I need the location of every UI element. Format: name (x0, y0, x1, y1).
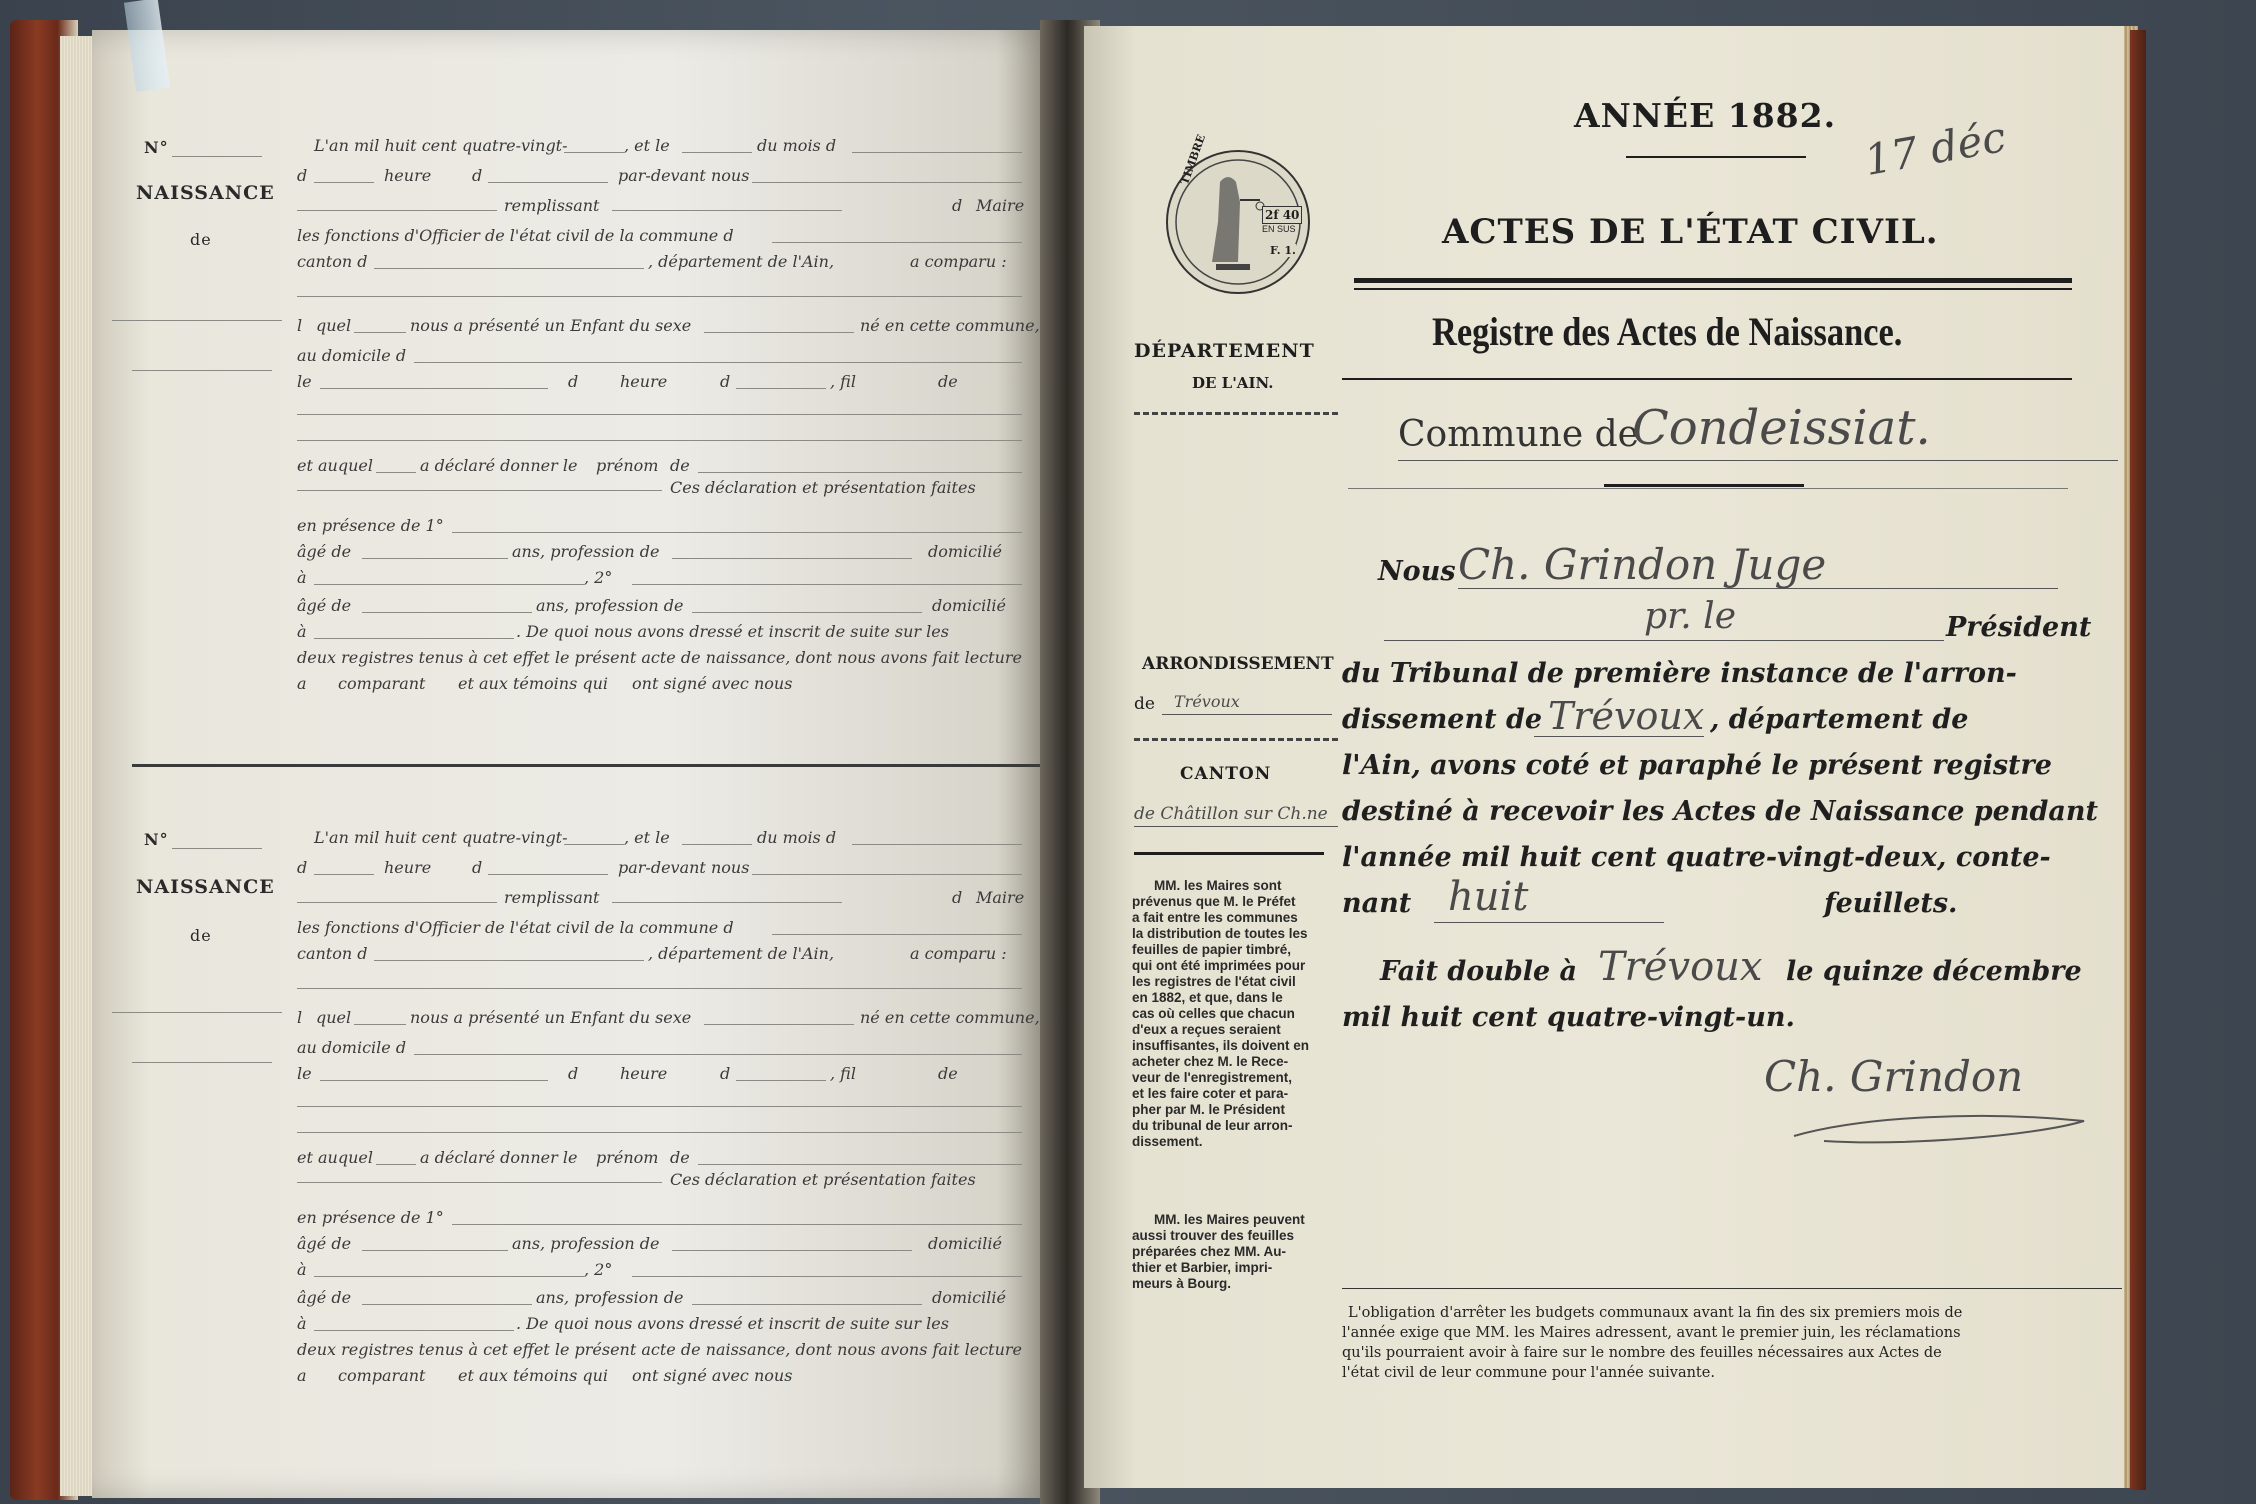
form-text: à (297, 1314, 307, 1333)
form-text: d (472, 858, 483, 877)
par-le-line (1384, 640, 1944, 641)
form-line (692, 1304, 922, 1305)
sidenote-line: pher par M. le Président (1132, 1102, 1286, 1117)
form-line (698, 472, 1022, 473)
form-text: domicilié (932, 1288, 1006, 1307)
naissance-label: NAISSANCE (136, 876, 275, 898)
footnote-line-1: L'obligation d'arrêter les budgets communaux avant la fin des six premiers mois de (1348, 1305, 1963, 1321)
sidenote-line: les registres de l'état civil (1132, 974, 1296, 989)
ornament-rule (1604, 484, 1804, 487)
naissance-label: NAISSANCE (136, 182, 275, 204)
form-line (297, 1182, 662, 1183)
form-text: d (952, 888, 963, 907)
form-text: remplissant (504, 196, 600, 215)
form-line (374, 960, 644, 961)
sidenote-line: veur de l'enregistrement, (1132, 1070, 1293, 1085)
form-text: et auquel (297, 456, 373, 475)
form-text: . De quoi nous avons dressé et inscrit de suite sur les (516, 622, 949, 641)
form-text: , et le (624, 136, 670, 155)
form-text: âgé de (297, 1288, 352, 1307)
form-line (452, 532, 1022, 533)
arrondissement-line (1162, 714, 1332, 715)
sidenote-line: a fait entre les communes (1132, 910, 1298, 925)
form-line (297, 490, 662, 491)
dissement-handwritten: Trévoux (1548, 694, 1705, 738)
form-text: deux registres tenus à cet effet le présent acte de naissance, dont nous avons fait lecture (297, 648, 1022, 667)
form-line (374, 268, 644, 269)
form-text: âgé de (297, 596, 352, 615)
form-line (612, 210, 842, 211)
canton-line (1134, 826, 1338, 827)
sidenote-line: d'eux a reçues seraient (1132, 1022, 1281, 1037)
form-line (320, 388, 548, 389)
sidenote-line: MM. les Maires peuvent (1154, 1212, 1305, 1227)
dissement-line (1534, 736, 1704, 737)
de-label: de (190, 230, 212, 249)
signature: Ch. Grindon (1764, 1052, 2024, 1101)
nous-line (1458, 588, 2058, 589)
form-text: heure (384, 166, 432, 185)
form-line (772, 934, 1022, 935)
name-line-2 (132, 370, 272, 371)
form-text: par-devant nous (618, 858, 750, 877)
form-line (297, 988, 1022, 989)
form-line (314, 1276, 584, 1277)
sidenote-line: et les faire coter et para- (1132, 1086, 1289, 1101)
arrondissement-de: de (1134, 694, 1155, 714)
ornament-line (1348, 488, 2068, 489)
entry-number-line (172, 848, 262, 849)
form-text: quel (316, 316, 352, 335)
form-text: heure (620, 372, 668, 391)
form-text: ans, profession de (536, 1288, 684, 1307)
sidenote-line: MM. les Maires sont (1154, 878, 1282, 893)
form-text: prénom (596, 456, 659, 475)
form-text: au domicile d (297, 346, 407, 365)
form-line (297, 414, 1022, 415)
sidenote-line: prévenus que M. le Préfet (1132, 894, 1296, 909)
form-text: . De quoi nous avons dressé et inscrit de suite sur les (516, 1314, 949, 1333)
form-line (752, 874, 1022, 875)
de-label: de (190, 926, 212, 945)
actes-heading: ACTES DE L'ÉTAT CIVIL. (1442, 212, 1939, 252)
form-text: a déclaré donner le (420, 1148, 578, 1167)
body-line-1: du Tribunal de première instance de l'arron- (1342, 658, 2017, 689)
right-page (1084, 26, 2134, 1488)
form-line (362, 1304, 532, 1305)
commune-line (1398, 460, 2118, 461)
body-line-6a: nant (1342, 888, 1412, 919)
form-text: en présence de 1° (297, 1208, 444, 1227)
body-line-2a: dissement de (1342, 704, 1543, 735)
form-text: , département de l'Ain, (648, 944, 835, 963)
form-text: d (720, 1064, 731, 1083)
form-text: , fil (830, 1064, 856, 1083)
sidenote-line: cas où celles que chacun (1132, 1006, 1295, 1021)
registre-rule (1342, 378, 2072, 380)
form-text: d (568, 372, 579, 391)
form-line (414, 1054, 1022, 1055)
body-line-4: destiné à recevoir les Actes de Naissance pendant (1342, 796, 2098, 827)
arrondissement-rule (1134, 738, 1338, 741)
form-line (320, 1080, 548, 1081)
body-line-3: l'Ain, avons coté et paraphé le présent registre (1342, 750, 2052, 781)
handwritten-date: 17 déc (1860, 112, 2010, 185)
form-line (297, 1132, 1022, 1133)
footnote-rule (1342, 1288, 2122, 1289)
canton-handwritten: de Châtillon sur Ch.ne (1134, 804, 1328, 824)
book-cover-right (2130, 30, 2146, 1490)
sidenote-line: insuffisantes, ils doivent en (1132, 1038, 1310, 1053)
form-line (672, 1250, 912, 1251)
form-line (698, 1164, 1022, 1165)
form-text: âgé de (297, 1234, 352, 1253)
form-text: ont signé avec nous (632, 674, 793, 693)
form-text: au domicile d (297, 1038, 407, 1057)
form-text: prénom (596, 1148, 659, 1167)
form-text: , 2° (584, 1260, 613, 1279)
form-line (297, 210, 497, 211)
signature-flourish-icon (1784, 1096, 2104, 1156)
form-text: a (297, 1366, 307, 1385)
form-text: , fil (830, 372, 856, 391)
form-line (704, 332, 854, 333)
form-line (314, 1330, 514, 1331)
form-line (297, 902, 497, 903)
form-text: Maire (976, 196, 1025, 215)
form-line (736, 388, 826, 389)
double-rule-thick (1354, 278, 2072, 283)
form-text: par-devant nous (618, 166, 750, 185)
left-page (92, 30, 1054, 1498)
form-text: quel (316, 1008, 352, 1027)
body-line-2b: , département de (1710, 704, 1969, 735)
fait-handwritten: Trévoux (1598, 944, 1763, 990)
form-text: à (297, 568, 307, 587)
stamp-small: F. 1. (1270, 244, 1296, 257)
form-text: a déclaré donner le (420, 456, 578, 475)
body-line-6b: feuillets. (1824, 888, 1958, 919)
sidenote-prefet (1132, 878, 1338, 1150)
nant-line (1434, 922, 1664, 923)
sidenote-line: en 1882, et que, dans le (1132, 990, 1283, 1005)
sidenote-line: feuilles de papier timbré, (1132, 942, 1292, 957)
form-text: a comparu : (910, 252, 1007, 271)
form-text: nous a présenté un Enfant du sexe (410, 1008, 692, 1027)
sidenote-line: dissement. (1132, 1134, 1203, 1149)
form-text: remplissant (504, 888, 600, 907)
nous-handwritten: Ch. Grindon Juge (1458, 540, 1827, 589)
form-text: deux registres tenus à cet effet le présent acte de naissance, dont nous avons fait lecture (297, 1340, 1022, 1359)
form-text: les fonctions d'Officier de l'état civil de la commune d (297, 226, 734, 245)
name-line-2 (132, 1062, 272, 1063)
mil-huit-label: mil huit cent quatre-vingt-un. (1342, 1002, 1795, 1033)
footnote-line-4: l'état civil de leur commune pour l'année suivante. (1342, 1365, 1715, 1381)
stamp-price: 2f 40 (1262, 206, 1302, 224)
form-text: d (297, 858, 308, 877)
form-text: l (297, 1008, 303, 1027)
form-text: de (670, 1148, 690, 1167)
form-text: de (938, 372, 958, 391)
form-text: Maire (976, 888, 1025, 907)
form-text: a (297, 674, 307, 693)
form-line (682, 844, 752, 845)
arrondissement-label: ARRONDISSEMENT (1142, 654, 1334, 674)
form-text: L'an mil huit cent quatre-vingt- (314, 136, 568, 155)
form-line (488, 874, 608, 875)
stamp-word: TIMBRE (1178, 132, 1209, 187)
form-text: ans, profession de (536, 596, 684, 615)
par-le-handwritten: pr. le (1644, 596, 1737, 637)
sidenote-line: thier et Barbier, impri- (1132, 1260, 1273, 1275)
form-text: d (720, 372, 731, 391)
form-text: Ces déclaration et présentation faites (670, 478, 976, 497)
tax-stamp (1166, 132, 1310, 294)
canton-rule (1134, 852, 1324, 855)
form-text: âgé de (297, 542, 352, 561)
form-line (376, 1164, 416, 1165)
form-line (297, 440, 1022, 441)
form-text: domicilié (928, 542, 1002, 561)
form-line (314, 182, 374, 183)
double-rule-thin (1354, 288, 2072, 290)
form-line (376, 472, 416, 473)
nant-handwritten: huit (1448, 874, 1529, 920)
sidenote-line: du tribunal de leur arron- (1132, 1118, 1293, 1133)
year-heading: ANNÉE 1882. (1574, 96, 1837, 135)
form-line (852, 152, 1022, 153)
form-line (314, 638, 514, 639)
form-text: d (952, 196, 963, 215)
form-line (488, 182, 608, 183)
form-text: d (472, 166, 483, 185)
form-line (612, 902, 842, 903)
commune-handwritten: Condeissiat. (1632, 400, 1931, 456)
form-text: et auquel (297, 1148, 373, 1167)
form-text: à (297, 622, 307, 641)
form-text: canton d (297, 252, 368, 271)
form-text: à (297, 1260, 307, 1279)
form-line (414, 362, 1022, 363)
form-line (736, 1080, 826, 1081)
form-text: comparant (338, 674, 426, 693)
form-line (632, 1276, 1022, 1277)
form-text: d (297, 166, 308, 185)
sidenote-line: qui ont été imprimées pour (1132, 958, 1306, 973)
sidenote-line: aussi trouver des feuilles (1132, 1228, 1295, 1243)
footnote-line-2: l'année exige que MM. les Maires adressent, avant le premier juin, les réclamations (1342, 1325, 1961, 1341)
form-text: heure (620, 1064, 668, 1083)
form-text: du mois d (757, 136, 837, 155)
form-line (692, 612, 922, 613)
entry-divider (132, 764, 1052, 767)
form-line (682, 152, 752, 153)
sidenote-line: meurs à Bourg. (1132, 1276, 1232, 1291)
form-text: le (297, 1064, 312, 1083)
form-line (564, 844, 624, 845)
form-text: le (297, 372, 312, 391)
form-text: , et le (624, 828, 670, 847)
form-line (632, 584, 1022, 585)
form-text: et aux témoins qui (458, 1366, 609, 1385)
form-line (772, 242, 1022, 243)
form-line (752, 182, 1022, 183)
form-line (297, 1106, 1022, 1107)
departement-label: DÉPARTEMENT (1134, 340, 1315, 362)
form-text: canton d (297, 944, 368, 963)
form-line (362, 1250, 508, 1251)
name-line-1 (112, 320, 282, 321)
de-l-ain-label: DE L'AIN. (1192, 374, 1274, 392)
form-line (354, 1024, 406, 1025)
form-text: ont signé avec nous (632, 1366, 793, 1385)
form-text: L'an mil huit cent quatre-vingt- (314, 828, 568, 847)
form-text: a comparu : (910, 944, 1007, 963)
form-line (564, 152, 624, 153)
form-line (452, 1224, 1022, 1225)
form-text: , 2° (584, 568, 613, 587)
form-text: né en cette commune, (860, 1008, 1040, 1027)
form-text: d (568, 1064, 579, 1083)
name-line-1 (112, 1012, 282, 1013)
entry-number-label: N° (144, 830, 169, 849)
form-line (362, 558, 508, 559)
form-text: Ces déclaration et présentation faites (670, 1170, 976, 1189)
canton-label: CANTON (1180, 764, 1272, 784)
sidenote-imprimeurs (1132, 1212, 1338, 1292)
commune-label: Commune de (1398, 414, 1639, 455)
form-text: domicilié (928, 1234, 1002, 1253)
president-label: Président (1946, 612, 2092, 643)
fait-double-label: Fait double à (1380, 956, 1578, 987)
form-line (704, 1024, 854, 1025)
nous-label: Nous (1378, 556, 1456, 587)
stamp-ensus: EN SUS (1262, 224, 1296, 234)
form-text: ans, profession de (512, 542, 660, 561)
arrondissement-handwritten: Trévoux (1174, 692, 1240, 711)
registre-heading: Registre des Actes de Naissance. (1432, 309, 1903, 354)
form-text: nous a présenté un Enfant du sexe (410, 316, 692, 335)
le-quinze-label: le quinze décembre (1786, 956, 2082, 987)
form-text: l (297, 316, 303, 335)
form-text: du mois d (757, 828, 837, 847)
form-text: , département de l'Ain, (648, 252, 835, 271)
form-line (314, 874, 374, 875)
sidenote-line: acheter chez M. le Rece- (1132, 1054, 1289, 1069)
sidenote-line: préparées chez MM. Au- (1132, 1244, 1287, 1259)
form-text: ans, profession de (512, 1234, 660, 1253)
form-text: les fonctions d'Officier de l'état civil de la commune d (297, 918, 734, 937)
dept-rule (1134, 412, 1338, 415)
heading-rule (1626, 156, 1806, 158)
form-line (852, 844, 1022, 845)
form-line (354, 332, 406, 333)
form-line (672, 558, 912, 559)
form-line (314, 584, 584, 585)
form-text: en présence de 1° (297, 516, 444, 535)
form-line (297, 296, 1022, 297)
form-text: heure (384, 858, 432, 877)
form-text: de (938, 1064, 958, 1083)
body-line-5: l'année mil huit cent quatre-vingt-deux, conte- (1342, 842, 2051, 873)
sidenote-line: la distribution de toutes les (1132, 926, 1308, 941)
form-text: de (670, 456, 690, 475)
footnote-line-3: qu'ils pourraient avoir à faire sur le nombre des feuilles nécessaires aux Actes de (1342, 1345, 1942, 1361)
form-text: comparant (338, 1366, 426, 1385)
form-line (362, 612, 532, 613)
entry-number-line (172, 156, 262, 157)
entry-number-label: N° (144, 138, 169, 157)
form-text: domicilié (932, 596, 1006, 615)
form-text: né en cette commune, (860, 316, 1040, 335)
form-text: et aux témoins qui (458, 674, 609, 693)
